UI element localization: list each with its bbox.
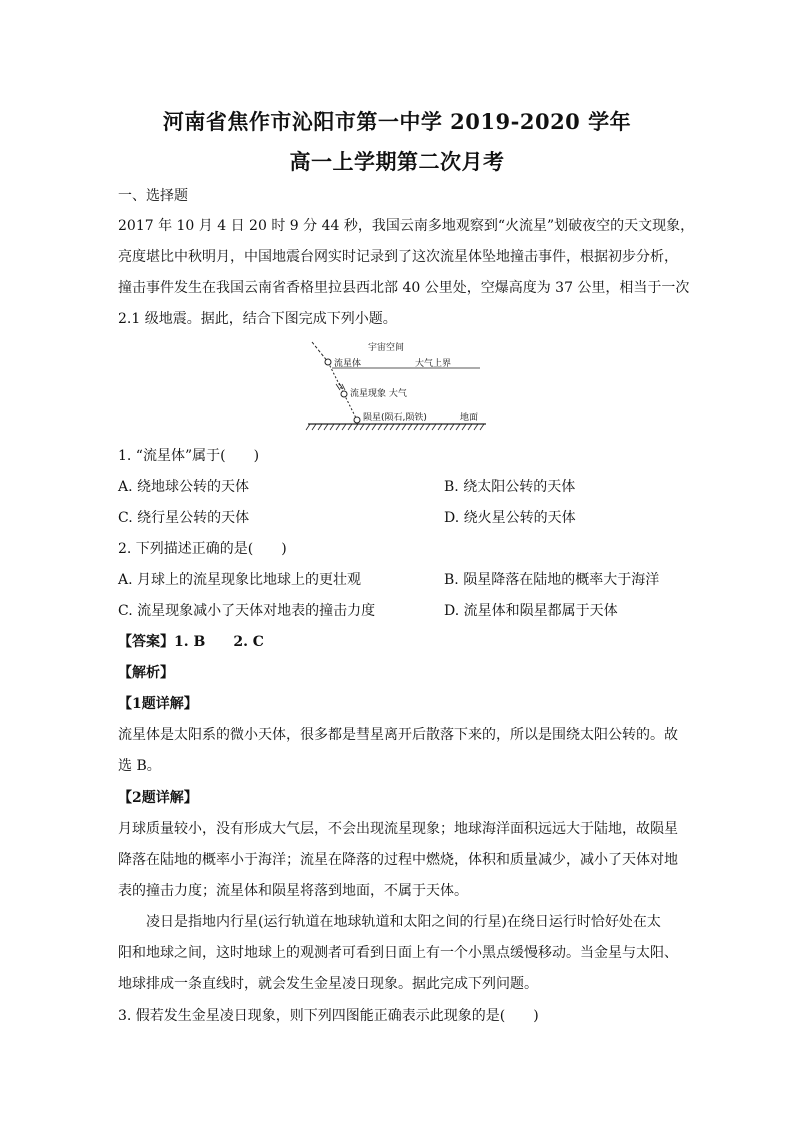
detail-2-line: 表的撞击力度；流星体和陨星将落到地面，不属于天体。 [118,883,468,899]
passage-2-line: 阳和地球之间，这时地球上的观测者可看到日面上有一个小黑点缓慢移动。当金星与太阳、 [118,945,678,961]
label-space: 宇宙空间 [368,343,405,353]
intro-line: 2.1 级地震。据此，结合下图完成下列小题。 [118,311,397,327]
label-meteor: 流星现象 大气 [350,389,407,399]
passage-2-line: 地球排成一条直线时，就会发生金星凌日现象。据此完成下列问题。 [118,976,538,992]
page-title-line2: 高一上学期第二次月考 [289,149,505,174]
meteorite-circle [354,417,360,423]
page-title-line1: 河南省焦作市沁阳市第一中学 2019-2020 学年 [162,109,632,134]
trajectory-line [312,342,328,362]
label-meteoroid: 流星体 [334,359,362,369]
label-meteorite: 陨星(陨石,陨铁) [363,413,427,423]
streak-mark [342,384,345,390]
detail-1-line: 流星体是太阳系的微小天体，很多都是彗星离开后散落下来的，所以是围绕太阳公转的。故 [118,727,678,743]
detail-2-heading: 【2题详解】 [118,790,198,806]
analysis-heading: 【解析】 [118,665,174,681]
question-3-stem: 3. 假若发生金星凌日现象，则下列四图能正确表示此现象的是( ) [118,1008,539,1024]
answer-line: 【答案】1. B 2. C [118,634,264,650]
meteoroid-circle [325,359,331,365]
q2-option-b: B. 陨星降落在陆地的概率大于海洋 [444,572,660,588]
intro-line: 亮度堪比中秋明月，中国地震台网实时记录到了这次流星体坠地撞击事件，根据初步分析， [118,249,678,265]
section-heading: 一、选择题 [118,188,188,204]
meteor-circle [341,391,347,397]
meteor-diagram [300,338,500,438]
q1-option-d: D. 绕火星公转的天体 [444,510,576,526]
detail-2-line: 月球质量较小，没有形成大气层，不会出现流星现象；地球海洋面积远远大于陆地，故陨星 [118,821,678,837]
q2-option-d: D. 流星体和陨星都属于天体 [444,603,618,619]
question-2-stem: 2. 下列描述正确的是( ) [118,541,287,557]
label-ground: 地面 [460,413,479,423]
label-upper-atmosphere: 大气上界 [415,359,452,369]
detail-2-line: 降落在陆地的概率小于海洋；流星在降落的过程中燃烧，体积和质量减少，减小了天体对地 [118,852,678,868]
q1-option-a: A. 绕地球公转的天体 [118,479,250,495]
q1-option-b: B. 绕太阳公转的天体 [444,479,576,495]
q2-option-c: C. 流星现象减小了天体对地表的撞击力度 [118,603,376,619]
detail-1-heading: 【1题详解】 [118,696,198,712]
detail-1-line: 选 B。 [118,758,161,774]
ground-hatching [306,424,484,430]
q2-option-a: A. 月球上的流星现象比地球上的更壮观 [118,572,362,588]
passage-2-line: 凌日是指地内行星(运行轨道在地球轨道和太阳之间的行星)在绕日运行时恰好处在太 [118,914,661,930]
intro-line: 2017 年 10 月 4 日 20 时 9 分 44 秒，我国云南多地观察到“火流星”划破夜空的天文现象， [118,218,695,234]
question-1-stem: 1. “流星体”属于( ) [118,448,260,464]
q1-option-c: C. 绕行星公转的天体 [118,510,250,526]
intro-line: 撞击事件发生在我国云南省香格里拉县西北部 40 公里处，空爆高度为 37 公里，相当于一次 [118,280,690,296]
